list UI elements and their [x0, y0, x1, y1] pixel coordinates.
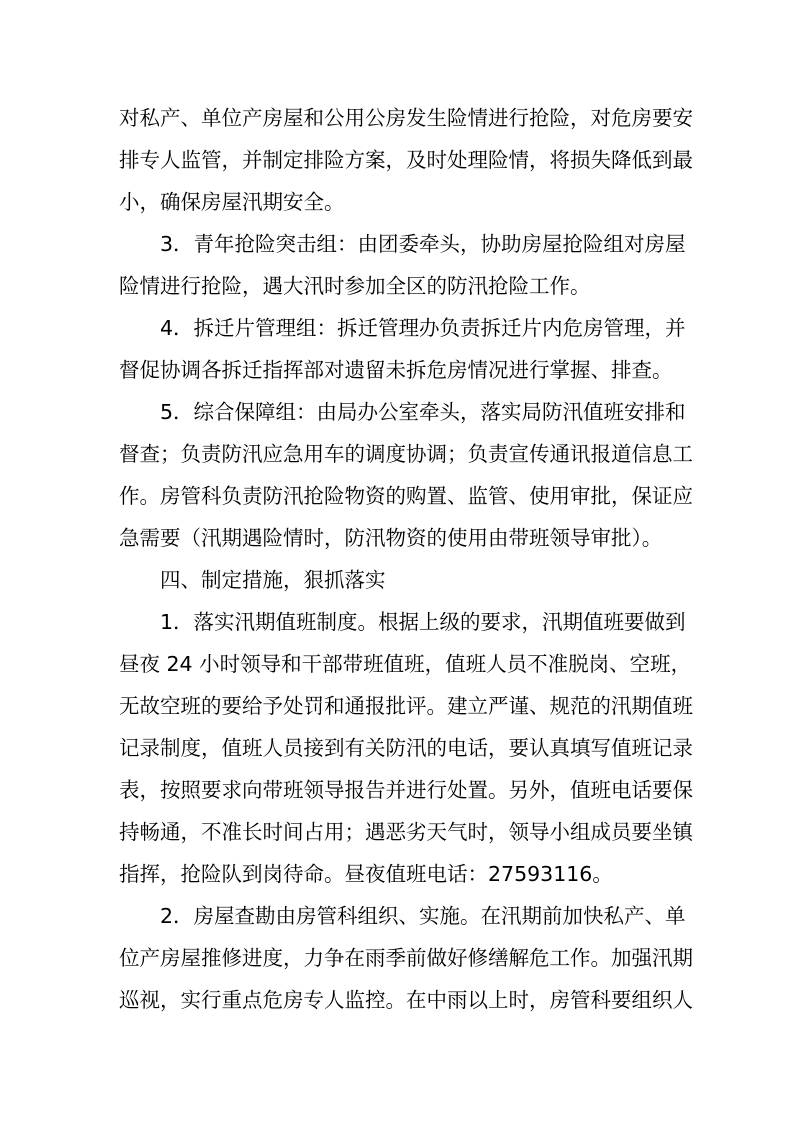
paragraph-house-inspection [119, 895, 693, 1021]
document-page [119, 97, 693, 1021]
text-line: 4．拆迁片管理组：拆迁管理办负责拆迁片内危房管理，并 [160, 316, 686, 340]
text-line: 督促协调各拆迁指挥部对遗留未拆危房情况进行掌握、排查。 [119, 358, 673, 382]
text-line: 小，确保房屋汛期安全。 [119, 190, 345, 214]
text-line: 督查；负责防汛应急用车的调度协调；负责宣传通讯报道信息工 [119, 442, 693, 466]
text-line: 巡视，实行重点危房专人监控。在中雨以上时，房管科要组织人 [119, 988, 693, 1012]
paragraph-youth-rescue-team [119, 223, 686, 307]
text-line: 表，按照要求向带班领导报告并进行处置。另外，值班电话要保 [119, 778, 693, 802]
text-line: 作。房管科负责防汛抢险物资的购置、监管、使用审批，保证应 [119, 484, 693, 508]
text-line: 持畅通，不准长时间占用；遇恶劣天气时，领导小组成员要坐镇 [119, 820, 693, 844]
text-line: 记录制度，值班人员接到有关防汛的电话，要认真填写值班记录 [119, 736, 693, 760]
text-line: 排专人监管，并制定排险方案，及时处理险情，将损失降低到最 [119, 148, 693, 172]
text-line: 5．综合保障组：由局办公室牵头，落实局防汛值班安排和 [160, 400, 686, 424]
paragraph-duty-system [119, 601, 693, 895]
text-line: 对私产、单位产房屋和公用公房发生险情进行抢险，对危房要安 [119, 106, 693, 130]
text-line: 位产房屋推修进度，力争在雨季前做好修缮解危工作。加强汛期 [119, 946, 693, 970]
text-line: 险情进行抢险，遇大汛时参加全区的防汛抢险工作。 [119, 274, 591, 298]
paragraph-logistics-support-team [119, 391, 693, 559]
text-line: 3．青年抢险突击组：由团委牵头，协助房屋抢险组对房屋 [160, 232, 686, 256]
text-line: 指挥，抢险队到岗待命。昼夜值班电话：27593116。 [119, 862, 613, 886]
text-line: 急需要（汛期遇险情时，防汛物资的使用由带班领导审批）。 [119, 526, 663, 550]
text-line: 无故空班的要给予处罚和通报批评。建立严谨、规范的汛期值班 [119, 694, 693, 718]
text-line: 2．房屋查勘由房管科组织、实施。在汛期前加快私产、单 [160, 904, 686, 928]
section-heading-measures [119, 559, 675, 601]
section-heading: 四、制定措施，狠抓落实 [160, 568, 386, 592]
paragraph-demolition-management-team [119, 307, 686, 391]
text-line: 昼夜 24 小时领导和干部带班值班，值班人员不准脱岗、空班， [119, 652, 692, 676]
paragraph-continuation [119, 97, 693, 223]
text-line: 1．落实汛期值班制度。根据上级的要求，汛期值班要做到 [160, 610, 686, 634]
